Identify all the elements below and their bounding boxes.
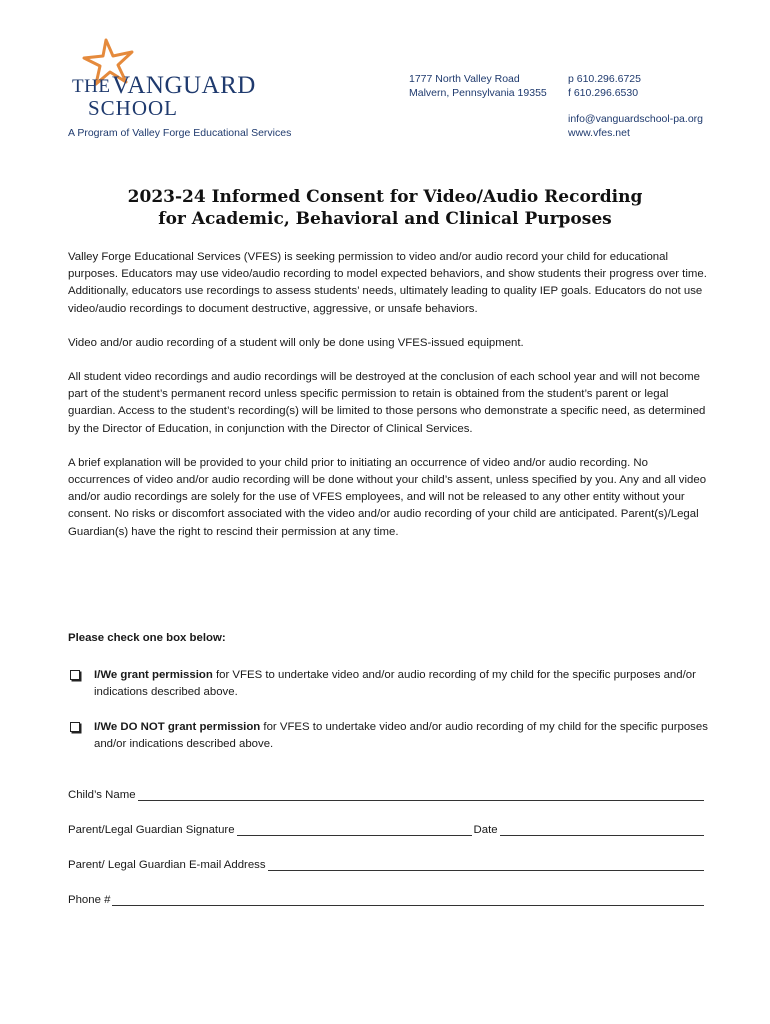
option-grant-permission [68, 667, 708, 701]
website: www.vfes.net [568, 127, 630, 139]
option-deny-text: for VFES to undertake video and/or audio recording of my child for the specific purposes and/or indications described above. [94, 721, 708, 751]
page-title [0, 186, 770, 230]
option-deny-permission [68, 719, 708, 753]
signature-label: Parent/Legal Guardian Signature [68, 824, 235, 836]
date-line[interactable] [500, 824, 704, 836]
guardian-email-line[interactable] [268, 859, 704, 871]
title-line-1: 2023-24 Informed Consent for Video/Audio Recording [127, 187, 643, 207]
guardian-email-label: Parent/ Legal Guardian E-mail Address [68, 859, 266, 871]
title-line-2: for Academic, Behavioral and Clinical Purposes [158, 209, 612, 229]
child-name-field [68, 789, 704, 801]
child-name-line[interactable] [138, 789, 704, 801]
paragraph-explanation: A brief explanation will be provided to your child prior to initiating an occurrence of video and/or audio recording. No occurrences of video and/or audio recording will be done without your child’s assent, unless specified by you. Any and all video and/or audio recordings are solely for the use of VFES employees, and will not be released to any other entity without your consent. No risks or discomfort associated with the video and/or audio recording of your child are anticipated. Parent(s)/Legal Guardian(s) have the right to rescind their permission at any time. [68, 456, 707, 538]
vanguard-school-logo [66, 38, 296, 144]
signature-line[interactable] [237, 824, 472, 836]
signature-field [68, 824, 704, 836]
fax-number: f 610.296.6530 [568, 87, 639, 99]
paragraph-purpose: Valley Forge Educational Services (VFES) is seeking permission to video and/or audio record your child for educational purposes. Educators may use video/audio recording to model expected behaviors, and show students their progress over time. Additionally, educators use recordings to assess students’ needs, ultimately leading to quality IEP goals. Educators do not use video/audio recordings to document destructive, aggressive, or unsafe behaviors. [68, 251, 707, 315]
paragraph-retention: All student video recordings and audio recordings will be destroyed at the conclusion of each school year and will not become part of the student’s permanent record unless specific permission to retain is obtained from the student’s parent or legal guardian. Access to the student’s recording(s) will be limited to those persons who demonstrate a specific need, as determined by the Director of Education, in conjunction with the Director of Clinical Services. [68, 371, 706, 435]
check-heading: Please check one box below: [68, 632, 226, 644]
address-line-1: 1777 North Valley Road [409, 73, 520, 85]
phone-label: Phone # [68, 894, 111, 906]
logo-text-school: SCHOOL [88, 96, 179, 120]
child-name-label: Child’s Name [68, 789, 136, 801]
consent-body [68, 249, 708, 558]
logo-tagline: A Program of Valley Forge Educational Services [68, 127, 292, 139]
date-label: Date [473, 824, 498, 836]
paragraph-equipment: Video and/or audio recording of a student will only be done using VFES-issued equipment. [68, 336, 524, 349]
phone-number: p 610.296.6725 [568, 73, 641, 85]
grant-checkbox[interactable] [70, 670, 80, 680]
phone-field [68, 894, 704, 906]
school-address [409, 72, 547, 100]
address-line-2: Malvern, Pennsylvania 19355 [409, 87, 547, 99]
option-grant-text: for VFES to undertake video and/or audio recording of my child for the specific purposes and/or indications described above. [94, 669, 696, 699]
option-deny-bold: I/We DO NOT grant permission [94, 721, 261, 733]
deny-checkbox[interactable] [70, 722, 80, 732]
guardian-email-field [68, 859, 704, 871]
phone-line[interactable] [112, 894, 704, 906]
logo-text-vanguard: VANGUARD [112, 72, 256, 99]
option-grant-bold: I/We grant permission [94, 669, 213, 681]
logo-text-the: THE [72, 76, 111, 97]
email-address: info@vanguardschool-pa.org [568, 113, 703, 125]
school-contact [568, 72, 703, 140]
